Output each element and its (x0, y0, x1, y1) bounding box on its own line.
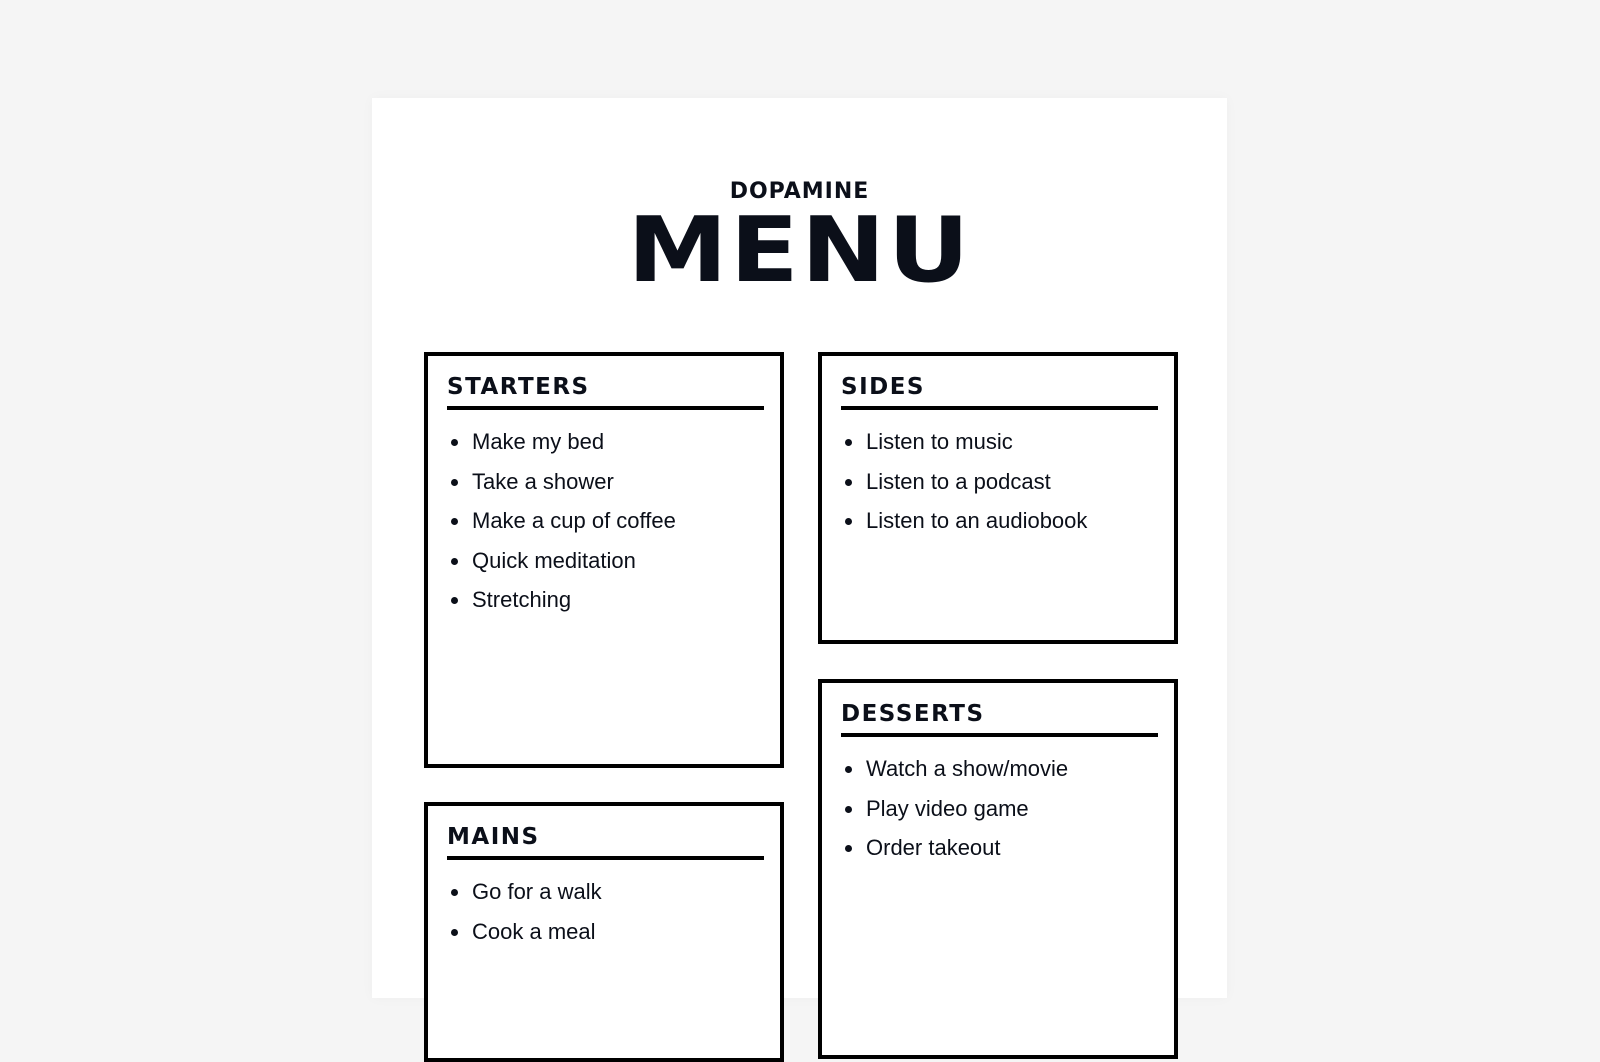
list-item: Make a cup of coffee (448, 501, 676, 541)
mains-heading: MAINS (447, 824, 764, 860)
starters-list (448, 422, 676, 620)
list-item: Make my bed (448, 422, 676, 462)
list-item: Watch a show/movie (842, 749, 1068, 789)
mains-list (448, 872, 602, 951)
menu-eyebrow: DOPAMINE (729, 179, 870, 204)
starters-heading: STARTERS (447, 374, 764, 410)
list-item: Go for a walk (448, 872, 602, 912)
starters-section (424, 352, 784, 768)
list-item: Take a shower (448, 462, 676, 502)
desserts-list (842, 749, 1068, 868)
desserts-heading: DESSERTS (841, 701, 1158, 737)
desserts-section (818, 679, 1178, 1059)
sides-list (842, 422, 1087, 541)
list-item: Listen to an audiobook (842, 501, 1087, 541)
list-item: Cook a meal (448, 912, 602, 952)
menu-page (372, 98, 1227, 998)
list-item: Play video game (842, 789, 1068, 829)
list-item: Quick meditation (448, 541, 676, 581)
sides-section (818, 352, 1178, 644)
list-item: Listen to music (842, 422, 1087, 462)
sides-heading: SIDES (841, 374, 1158, 410)
list-item: Order takeout (842, 828, 1068, 868)
menu-title: MENU (627, 198, 972, 303)
list-item: Listen to a podcast (842, 462, 1087, 502)
mains-section (424, 802, 784, 1062)
list-item: Stretching (448, 580, 676, 620)
